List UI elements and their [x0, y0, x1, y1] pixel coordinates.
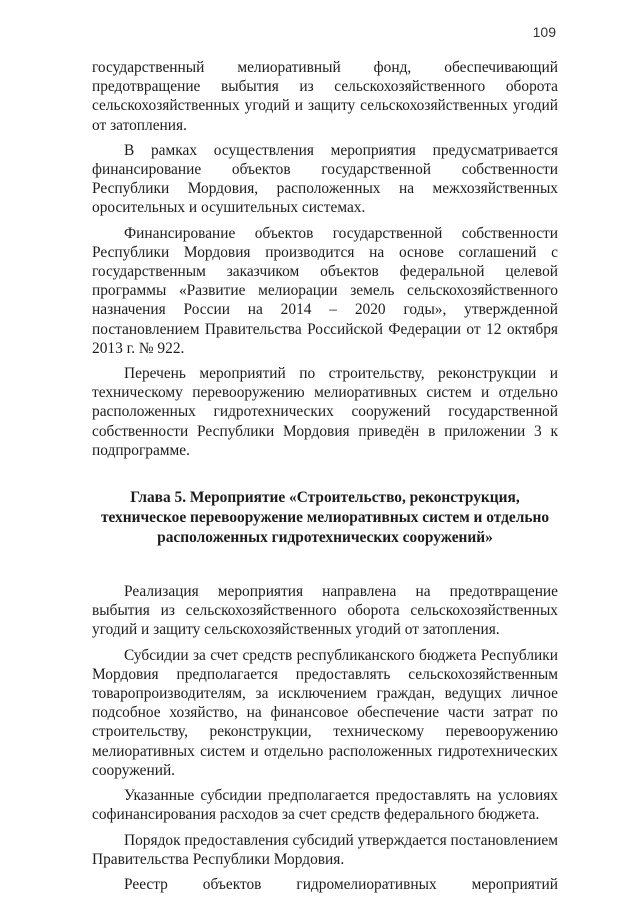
paragraph-financing-objects: В рамках осуществления мероприятия предусматривается финансирование объектов государственной собственности Республики Мордовия, расположенных на межхозяйственных оросительных и осушительных системах.: [92, 141, 558, 217]
document-body: [92, 58, 558, 900]
paragraph-procedure: Порядок предоставления субсидий утверждается постановлением Правительства Республики Мордовия.: [92, 831, 558, 868]
paragraph-implementation: Реализация мероприятия направлена на предотвращение выбытия из сельскохозяйственного оборота сельскохозяйственных угодий и защиту сельскохозяйственных угодий от затопления.: [92, 583, 558, 639]
paragraph-fund-continuation: государственный мелиоративный фонд, обеспечивающий предотвращение выбытия из сельскохозяйственного оборота сельскохозяйственных угодий и защиту сельскохозяйственных угодий от затопления.: [92, 59, 558, 134]
paragraph-subsidies: Субсидии за счет средств республиканского бюджета Республики Мордовия предполагается предоставлять сельскохозяйственным товаропроизводителям, за исключением граждан, ведущих личное подсобное хозяйство, на финансовое обеспечение части затрат по строительству, реконструкции, техническому перевооружению мелиоративных систем и отдельно расположенных гидротехнических сооружений.: [92, 646, 558, 779]
paragraph-measures-list: Перечень мероприятий по строительству, реконструкции и техническому перевооружению мелиоративных систем и отдельно расположенных гидротехнических сооружений государственной собственности Республики Мордовия приведён в приложении 3 к подпрограмме.: [92, 365, 558, 459]
chapter-title-line: расположенных гидротехнических сооружений»: [157, 529, 493, 547]
paragraph-cofinancing: Указанные субсидии предполагается предоставлять на условиях софинансирования расходов за счет средств федерального бюджета.: [92, 787, 558, 824]
paragraph-registry: Реестр объектов гидромелиоративных мероприятий: [124, 875, 558, 893]
chapter-title-line: техническое перевооружение мелиоративных систем и отдельно: [100, 509, 550, 527]
chapter-title-line: Глава 5. Мероприятие «Строительство, реконструкция,: [130, 489, 520, 507]
chapter-title: [92, 488, 558, 548]
paragraph-financing-agreements: Финансирование объектов государственной собственности Республики Мордовия производится на основе соглашений с государственным заказчиком объектов федеральной целевой программы «Развитие мелиорации земель сельскохозяйственного назначения России на 2014 – 2020 годы», утвержденной постановлением Правительства Российской Федерации от 12 октября 2013 г. № 922.: [92, 224, 558, 357]
page-number: 109: [532, 24, 556, 40]
